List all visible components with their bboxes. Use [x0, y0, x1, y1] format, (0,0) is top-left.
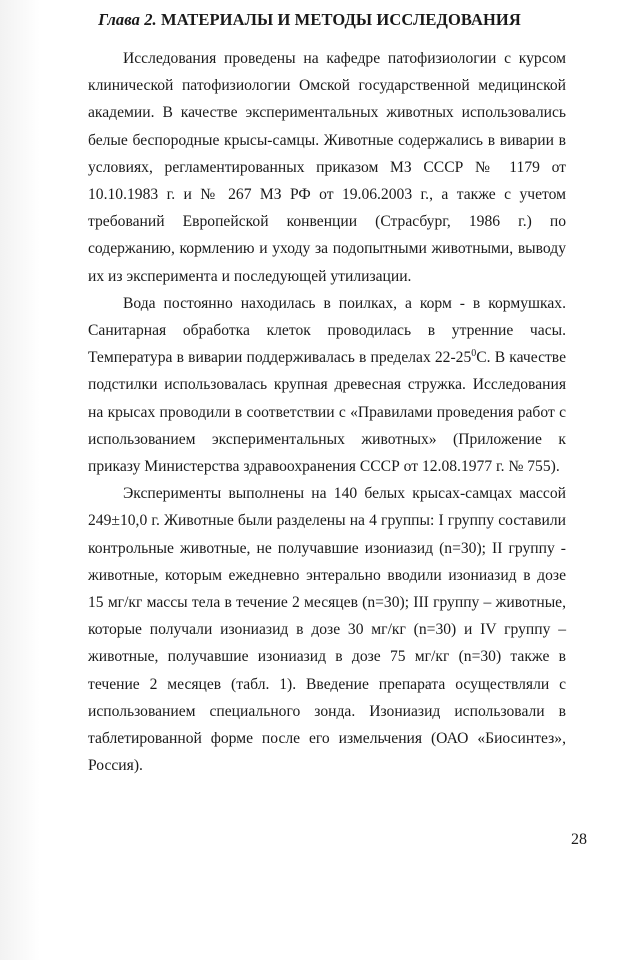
temperature-superscript: 0 — [471, 348, 477, 360]
paragraph-2 — [88, 290, 566, 480]
chapter-title: МАТЕРИАЛЫ И МЕТОДЫ ИССЛЕДОВАНИЯ — [161, 10, 521, 29]
chapter-number: Глава 2. — [98, 10, 157, 29]
paragraph-1: Исследования проведены на кафедре патофизиологии с курсом клинической патофизиологии Омской государственной медицинской академии. В качестве экспериментальных животных использовались белые беспородные крысы-самцы. Животные содержались в виварии в условиях, регламентированных приказом МЗ СССР № 1179 от 10.10.1983 г. и № 267 МЗ РФ от 19.06.2003 г., а также с учетом требований Европейской конвенции (Страсбург, 1986 г.) по содержанию, кормлению и уходу за подопытными животными, выводу их из эксперимента и последующей утилизации. — [88, 50, 566, 285]
paragraph-2-part-1: Вода постоянно находилась в поилках, а корм - в кормушках. Санитарная обработка клеток проводилась в утренние часы. Температура в виварии поддерживалась в пределах 22-25 — [88, 294, 566, 367]
paragraph-2-part-2: С. В качестве подстилки использовалась крупная древесная стружка. Исследования на крысах проводили в соответствии с «Правилами проведения работ с использованием экспериментальных животных» (Приложение к приказу Министерства здравоохранения СССР от 12.08.1977 г. № 755). — [88, 349, 566, 476]
paragraph-3: Эксперименты выполнены на 140 белых крысах-самцах массой 249±10,0 г. Животные были разделены на 4 группы: I группу составили контрольные животные, не получавшие изониазид (n=30); II группу - животные, которым ежедневно энтерально вводили изониазид в дозе 15 мг/кг массы тела в течение 2 месяцев (n=30); III группу – животные, которые получали изониазид в дозе 30 мг/кг (n=30) и IV группу – животные, получавшие изониазид в дозе 75 мг/кг (n=30) также в течение 2 месяцев (табл. 1). Введение препарата осуществляли с использованием специального зонда. Изониазид использовали в таблетированной форме после его измельчения (ОАО «Биосинтез», Россия). — [88, 485, 566, 775]
body-text — [88, 45, 566, 779]
chapter-heading — [0, 10, 619, 30]
page-number: 28 — [571, 831, 587, 848]
